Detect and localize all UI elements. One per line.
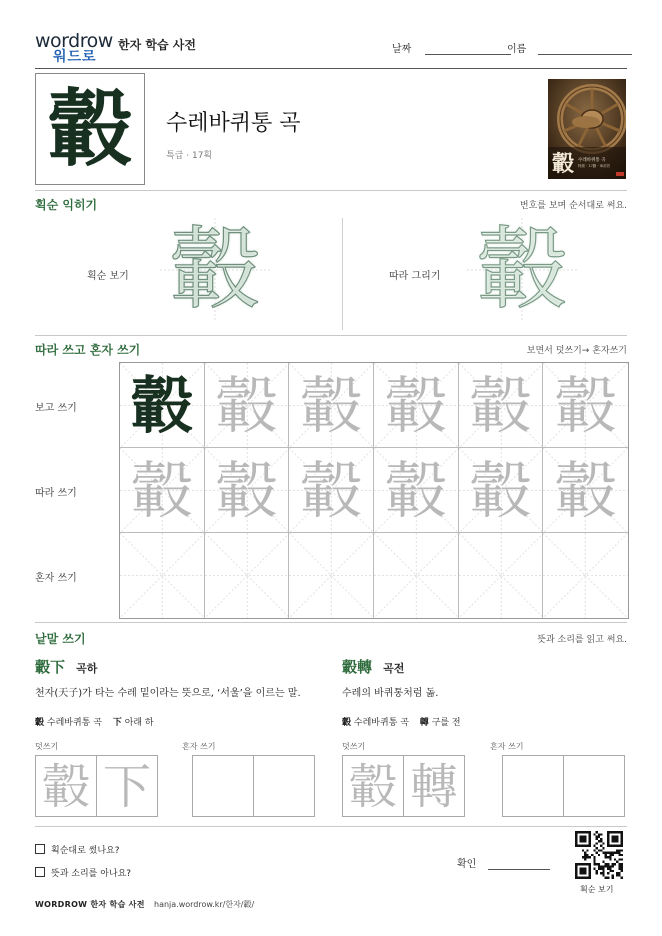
- word-2-solo-label: 혼자 쓰기: [490, 742, 524, 751]
- word-1-trace-cell-1[interactable]: [35, 755, 97, 817]
- word-2-trace-cell-1[interactable]: [342, 755, 404, 817]
- divider-1: [35, 190, 627, 191]
- checklist-item-2[interactable]: [35, 866, 131, 879]
- grid-guide-lines: [205, 533, 289, 618]
- row-label-trace: 따라 쓰기: [35, 488, 77, 499]
- grid-cell-r1-c5[interactable]: [459, 363, 544, 448]
- confirm-blank[interactable]: [488, 859, 550, 870]
- word-1-solo-label: 혼자 쓰기: [182, 742, 216, 751]
- stroke-trace-label: 따라 그리기: [389, 271, 441, 282]
- word-2-gloss2: 구를 전: [431, 718, 461, 728]
- qr-code-image: [575, 831, 623, 879]
- word-2-definition: 수레의 바퀴통처럼 돎.: [342, 688, 439, 699]
- wheel-image: [548, 79, 626, 179]
- grid-cell-r2-c4[interactable]: [374, 448, 459, 533]
- confirm-field[interactable]: [457, 855, 550, 870]
- divider-2: [35, 335, 627, 336]
- grid-trace-char: 轂: [384, 454, 447, 527]
- grid-guide-lines: [374, 533, 458, 618]
- grid-cell-r1-c4[interactable]: [374, 363, 459, 448]
- grid-cell-r2-c3[interactable]: [289, 448, 374, 533]
- grid-trace-char: 轂: [130, 454, 193, 527]
- stroke-view-box: [160, 218, 270, 322]
- words-section-title: 낱말 쓰기: [35, 632, 86, 646]
- grid-cell-r3-c3[interactable]: [289, 533, 374, 618]
- grid-trace-char: 轂: [554, 369, 617, 442]
- checkbox-2[interactable]: [35, 867, 45, 877]
- name-field[interactable]: [507, 40, 632, 55]
- word-2-trace-char-1: 轂: [348, 759, 397, 815]
- grid-trace-char: 轂: [469, 369, 532, 442]
- name-blank[interactable]: [538, 44, 632, 55]
- footer-brand: WORDROW 한자 학습 사전: [35, 900, 145, 909]
- row-label-solo: 혼자 쓰기: [35, 573, 77, 584]
- date-blank[interactable]: [425, 44, 511, 55]
- words-section-note: 뜻과 소리를 읽고 써요.: [537, 635, 627, 645]
- main-meaning: 수레바퀴통 곡: [166, 111, 301, 136]
- word-2-solo-cell-2[interactable]: [563, 755, 625, 817]
- divider-3: [35, 622, 627, 623]
- word-1-solo-cell-2[interactable]: [253, 755, 315, 817]
- stroke-view-char: 轂: [170, 217, 260, 322]
- checkbox-1[interactable]: [35, 844, 45, 854]
- word-2-gloss2-char: 轉: [419, 718, 429, 728]
- word-1-trace-char-1: 轂: [41, 759, 90, 815]
- word-2-reading: 곡전: [383, 662, 405, 675]
- word-1-definition: 천자(天子)가 타는 수레 밑이라는 뜻으로, ‘서울’을 이르는 말.: [35, 688, 301, 699]
- practice-section-title: 따라 쓰고 혼자 쓰기: [35, 343, 141, 357]
- main-char: 轂: [47, 79, 132, 178]
- grid-cell-r1-c2[interactable]: [205, 363, 290, 448]
- grid-guide-lines: [543, 533, 628, 618]
- word-2-trace-label: 덧쓰기: [342, 742, 366, 751]
- logo-wordmark: wordrow: [35, 30, 113, 52]
- stroke-divider: [342, 218, 343, 330]
- word-1-gloss1-char: 轂: [35, 718, 45, 728]
- thumbnail-caption-title: 수레바퀴통 곡: [578, 158, 606, 163]
- word-1-gloss2: 아래 하: [124, 718, 154, 728]
- grid-model-char: 轂: [130, 369, 193, 442]
- word-2-gloss1: 수레바퀴통 곡: [353, 718, 409, 728]
- grid-trace-char: 轂: [469, 454, 532, 527]
- grid-cell-r1-c6[interactable]: [543, 363, 628, 448]
- checklist-item-2-label: 뜻과 소리를 아나요?: [51, 869, 132, 879]
- word-2-hanja: 轂轉: [342, 658, 373, 676]
- word-1-heading: [35, 656, 97, 677]
- stroke-trace-char: 轂: [477, 217, 567, 322]
- grid-cell-r3-c6[interactable]: [543, 533, 628, 618]
- word-1-gloss1: 수레바퀴통 곡: [46, 718, 102, 728]
- name-label: 이름: [507, 44, 527, 55]
- word-2-solo-cell-1[interactable]: [502, 755, 564, 817]
- stroke-section-note: 번호를 보며 순서대로 써요.: [519, 201, 627, 211]
- logo-korean: 워드로: [53, 49, 97, 65]
- grid-trace-char: 轂: [300, 369, 363, 442]
- word-1-trace-cell-2[interactable]: [96, 755, 158, 817]
- word-2-gloss: [342, 715, 461, 728]
- checklist-item-1-label: 획순대로 썼나요?: [51, 846, 120, 856]
- main-grade: 특급 · 17획: [166, 151, 213, 161]
- date-label: 날짜: [392, 44, 412, 55]
- grid-trace-char: 轂: [215, 369, 278, 442]
- grid-guide-lines: [289, 533, 373, 618]
- grid-trace-char: 轂: [554, 454, 617, 527]
- stroke-trace-box[interactable]: [467, 218, 577, 322]
- confirm-label: 확인: [457, 859, 477, 870]
- grid-cell-r1-c1[interactable]: [120, 363, 205, 448]
- word-2-trace-char-2: 轉: [409, 759, 458, 815]
- word-1-solo-cell-1[interactable]: [192, 755, 254, 817]
- grid-trace-char: 轂: [300, 454, 363, 527]
- header-divider: [35, 68, 627, 69]
- qr-code[interactable]: [575, 831, 623, 879]
- word-1-hanja: 轂下: [35, 658, 66, 676]
- word-2-gloss1-char: 轂: [342, 718, 352, 728]
- grid-cell-r3-c4[interactable]: [374, 533, 459, 618]
- header-title: 한자 학습 사전: [118, 38, 196, 52]
- qr-caption: 획순 보기: [580, 885, 614, 894]
- main-char-box: [35, 73, 145, 185]
- footer-url[interactable]: hanja.wordrow.kr/한자/轂/: [154, 900, 255, 909]
- grid-trace-char: 轂: [384, 369, 447, 442]
- grid-cell-r2-c6[interactable]: [543, 448, 628, 533]
- thumbnail-caption-sub: 特級 · 17劃 · 車部首: [578, 164, 611, 168]
- grid-cell-r3-c2[interactable]: [205, 533, 290, 618]
- word-2-heading: [342, 656, 404, 677]
- practice-section-note: 보면서 덧쓰기→ 혼자쓰기: [526, 346, 627, 356]
- word-2-trace-cell-2[interactable]: [403, 755, 465, 817]
- checklist-item-1[interactable]: [35, 843, 120, 856]
- stroke-section-title: 획순 익히기: [35, 198, 98, 212]
- grid-cell-r2-c2[interactable]: [205, 448, 290, 533]
- practice-grid[interactable]: [119, 362, 629, 619]
- thumbnail-char: 轂: [552, 151, 575, 177]
- row-label-look: 보고 쓰기: [35, 403, 77, 414]
- grid-cell-r3-c1[interactable]: [120, 533, 205, 618]
- grid-cell-r2-c1[interactable]: [120, 448, 205, 533]
- word-1-gloss: [35, 715, 154, 728]
- grid-trace-char: 轂: [215, 454, 278, 527]
- word-1-gloss2-char: 下: [112, 718, 122, 728]
- stroke-view-label: 획순 보기: [87, 271, 129, 282]
- word-1-reading: 곡하: [76, 662, 98, 675]
- word-1-trace-label: 덧쓰기: [35, 742, 59, 751]
- word-1-trace-char-2: 下: [102, 759, 151, 815]
- grid-guide-lines: [459, 533, 543, 618]
- wheel-thumbnail: [548, 79, 626, 179]
- grid-cell-r2-c5[interactable]: [459, 448, 544, 533]
- grid-cell-r1-c3[interactable]: [289, 363, 374, 448]
- divider-4: [35, 826, 627, 827]
- grid-guide-lines: [120, 533, 204, 618]
- grid-cell-r3-c5[interactable]: [459, 533, 544, 618]
- date-field[interactable]: [392, 40, 511, 55]
